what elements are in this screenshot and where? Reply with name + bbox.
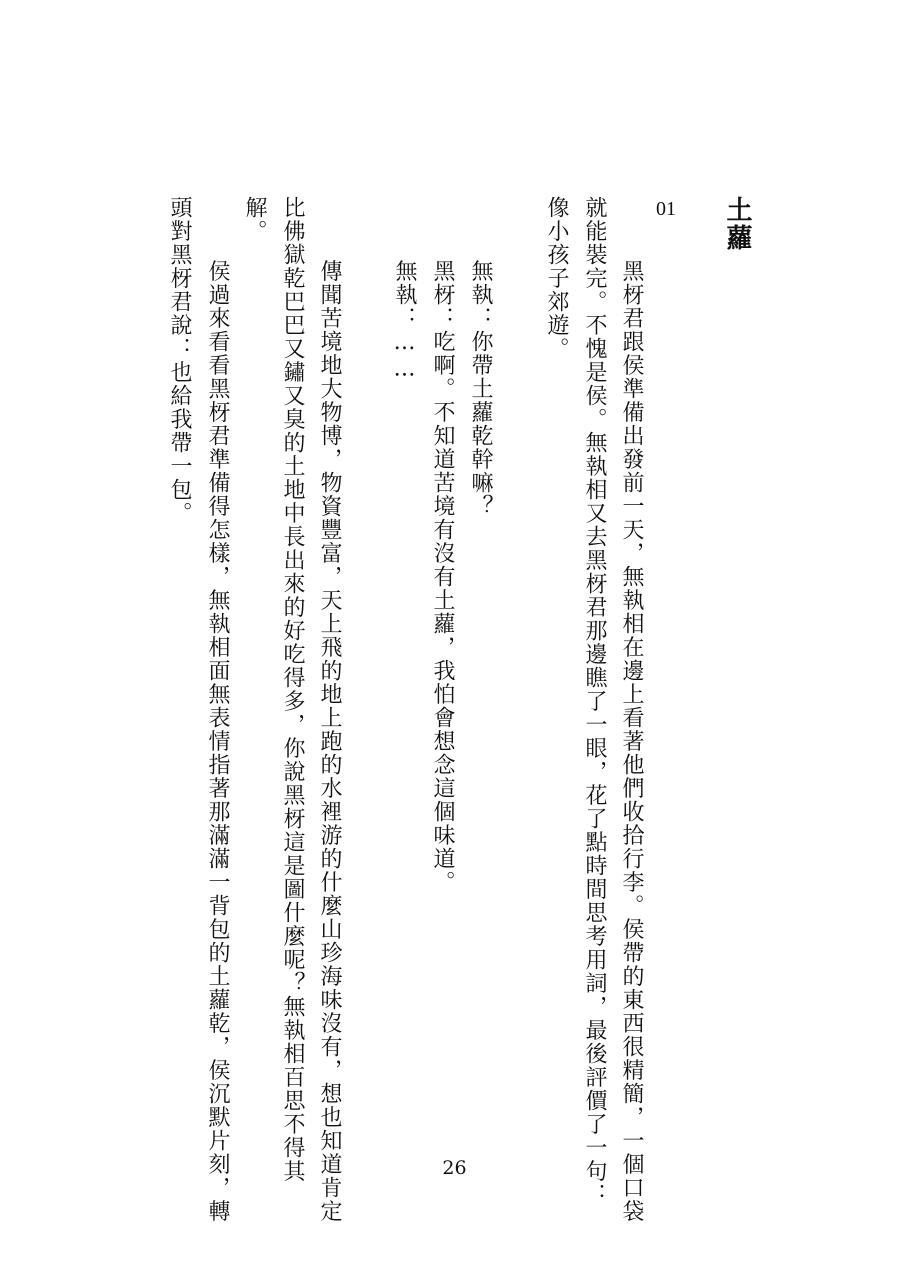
text-column-7: 傳聞苦境地大物博，物資豐富，天上飛的地上跑的水裡游的什麼山珍海味沒有，想也知道肯定 — [317, 236, 342, 1223]
page-number: 26 — [442, 1157, 467, 1179]
text-column-8: 比佛獄乾巴巴又鏽又臭的土地中長出來的好吃得多，你說黑枒這是圖什麼呢？無執相百思不得其 — [280, 196, 305, 1183]
text-column-5: 黑枒：吃啊。不知道苦境有沒有土蘿，我怕會想念這個味道。 — [430, 236, 455, 894]
chapter-title: 土蘿 — [722, 196, 752, 252]
section-number: 01 — [656, 198, 676, 220]
text-column-2: 就能裝完。不愧是侯。無執相又去黑枒君那邊瞧了一眼，花了點時間思考用詞，最後評價了一句： — [582, 196, 607, 1207]
text-column-1: 黑枒君跟侯準備出發前一天，無執相在邊上看著他們收拾行李。侯帶的東西很精簡，一個口袋 — [619, 236, 644, 1223]
text-column-10: 侯過來看看黑枒君準備得怎樣，無執相面無表情指著那滿滿一背包的土蘿乾，侯沉默片刻，轉 — [205, 236, 230, 1223]
text-column-11: 頭對黑枒君說：也給我帶一包。 — [167, 196, 192, 525]
text-column-3: 像小孩子郊遊。 — [544, 196, 569, 361]
text-column-6: 無執：…… — [392, 236, 417, 383]
text-column-4: 無執：你帶土蘿乾幹嘛？ — [468, 236, 493, 518]
text-column-9: 解。 — [242, 196, 267, 243]
